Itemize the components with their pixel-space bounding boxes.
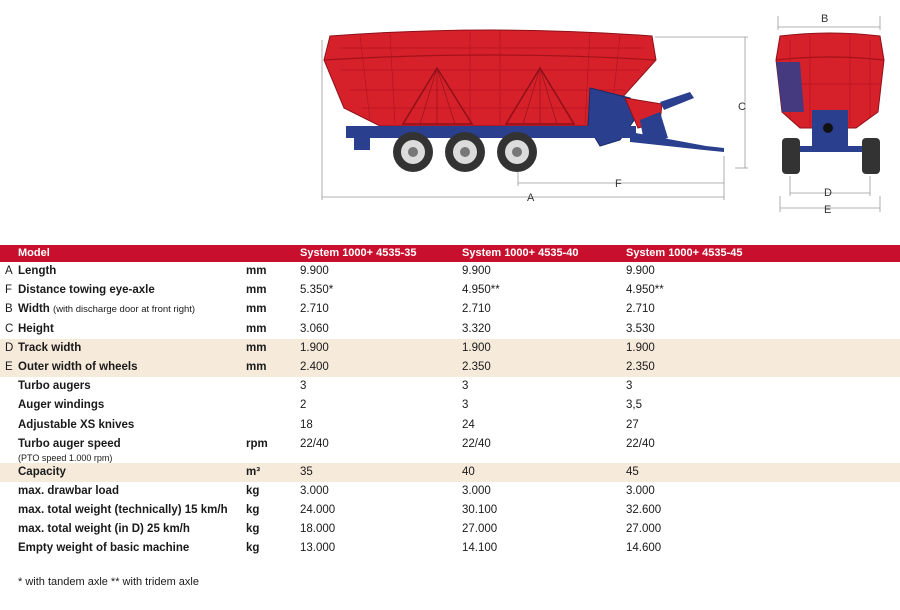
- value-cell: 3: [462, 380, 469, 393]
- dimension-label-b: B: [821, 13, 829, 25]
- table-row: [0, 320, 900, 339]
- row-label: max. drawbar load: [18, 484, 119, 497]
- value-cell: 22/40: [626, 437, 655, 450]
- header-model-45: System 1000+ 4535-45: [626, 245, 900, 262]
- table-row: [0, 435, 900, 463]
- table-row: [0, 501, 900, 520]
- unit-cell: kg: [246, 523, 260, 536]
- dimension-label-c: C: [738, 101, 746, 113]
- value-cell: 3.000: [626, 484, 655, 497]
- value-cell: 24.000: [300, 504, 336, 517]
- dimension-letter: [0, 520, 18, 539]
- table-row: [0, 262, 900, 281]
- row-label-note: (with discharge door at front right): [53, 304, 196, 316]
- header-model-35: System 1000+ 4535-35: [300, 245, 462, 262]
- dimension-letter: [0, 396, 18, 415]
- unit-cell: [246, 396, 300, 415]
- value-cell: 27: [626, 418, 639, 431]
- value-cell: 40: [462, 463, 626, 482]
- row-label: Height: [18, 322, 54, 335]
- value-cell: 5.350*: [300, 284, 334, 297]
- unit-cell: mm: [246, 339, 300, 358]
- value-cell: 2.350: [626, 358, 900, 377]
- value-cell: 2: [300, 399, 307, 412]
- value-cell: 3.060: [300, 322, 329, 335]
- dimension-letter: [0, 416, 18, 435]
- row-label: Turbo auger speed: [18, 437, 121, 450]
- value-cell: 14.100: [462, 542, 498, 555]
- table-row: [0, 339, 900, 358]
- row-label: Width: [18, 303, 50, 316]
- dimension-letter: [0, 463, 18, 482]
- table-row: [0, 396, 900, 415]
- value-cell: 22/40: [300, 437, 329, 450]
- row-label: Outer width of wheels: [18, 360, 138, 373]
- value-cell: 9.900: [462, 265, 491, 277]
- row-label: Capacity: [18, 465, 66, 478]
- unit-cell: kg: [246, 484, 260, 497]
- value-cell: 3: [626, 380, 633, 393]
- value-cell: 27.000: [626, 523, 662, 536]
- dimension-letter: [0, 482, 18, 501]
- value-cell: 3.000: [300, 484, 329, 497]
- table-row: [0, 281, 900, 300]
- unit-cell: kg: [246, 504, 260, 517]
- value-cell: 3.320: [462, 322, 491, 335]
- unit-cell: mm: [246, 265, 267, 277]
- dimension-letter: B: [5, 303, 13, 316]
- value-cell: 3: [462, 399, 469, 412]
- unit-cell: [246, 416, 300, 435]
- unit-cell: [246, 377, 300, 396]
- dimension-letter: [0, 501, 18, 520]
- dimension-letter: [0, 435, 18, 463]
- unit-cell: kg: [246, 542, 260, 555]
- table-row: [0, 416, 900, 435]
- value-cell: 3.530: [626, 322, 655, 335]
- dimension-label-a: A: [527, 192, 535, 204]
- value-cell: 9.900: [626, 265, 655, 277]
- unit-cell: mm: [246, 303, 267, 316]
- row-label: Length: [18, 265, 57, 277]
- dimension-letter: [0, 539, 18, 558]
- dimension-label-e: E: [824, 204, 832, 216]
- value-cell: 1.900: [462, 339, 626, 358]
- row-label: Empty weight of basic machine: [18, 542, 190, 555]
- dimension-letter: F: [5, 284, 13, 297]
- table-row: [0, 300, 900, 319]
- table-row: [0, 520, 900, 539]
- specification-table: [0, 245, 900, 559]
- table-row: [0, 539, 900, 558]
- side-view-drawing: [322, 30, 748, 204]
- value-cell: 2.710: [462, 303, 491, 316]
- dimension-letter: A: [5, 265, 13, 277]
- value-cell: 27.000: [462, 523, 498, 536]
- unit-cell: mm: [246, 358, 300, 377]
- header-model-label: Model: [18, 245, 246, 262]
- table-header-row: [0, 245, 900, 262]
- unit-cell: mm: [246, 322, 267, 335]
- value-cell: 3: [300, 380, 307, 393]
- side-view-wheels: [393, 132, 537, 172]
- dimension-label-d: D: [824, 187, 832, 199]
- unit-cell: mm: [246, 284, 267, 297]
- value-cell: 2.710: [626, 303, 655, 316]
- value-cell: 18.000: [300, 523, 336, 536]
- dimension-letter: [0, 377, 18, 396]
- value-cell: 45: [626, 463, 900, 482]
- row-label: max. total weight (technically) 15 km/h: [18, 504, 228, 517]
- value-cell: 2.400: [300, 358, 462, 377]
- value-cell: 30.100: [462, 504, 498, 517]
- dimension-label-f: F: [615, 178, 622, 190]
- value-cell: 9.900: [300, 265, 329, 277]
- dimension-letter: D: [0, 339, 18, 358]
- rear-view-drawing: [776, 13, 884, 216]
- row-label: max. total weight (in D) 25 km/h: [18, 523, 190, 536]
- value-cell: 14.600: [626, 542, 662, 555]
- value-cell: 24: [462, 418, 475, 431]
- value-cell: 2.350: [462, 358, 626, 377]
- value-cell: 2.710: [300, 303, 329, 316]
- row-label: Auger windings: [18, 399, 105, 412]
- table-row: [0, 482, 900, 501]
- row-label: Distance towing eye-axle: [18, 284, 155, 297]
- machine-drawings: [0, 0, 900, 240]
- value-cell: 4.950**: [462, 284, 500, 297]
- table-row: [0, 358, 900, 377]
- header-model-40: System 1000+ 4535-40: [462, 245, 626, 262]
- value-cell: 4.950**: [626, 284, 664, 297]
- value-cell: 1.900: [300, 339, 462, 358]
- dimension-letter: C: [5, 322, 14, 335]
- table-row: [0, 463, 900, 482]
- dimension-letter: E: [0, 358, 18, 377]
- value-cell: 22/40: [462, 437, 491, 450]
- value-cell: 32.600: [626, 504, 662, 517]
- value-cell: 3.000: [462, 484, 491, 497]
- value-cell: 3,5: [626, 399, 642, 412]
- row-label: Adjustable XS knives: [18, 418, 135, 431]
- value-cell: 35: [300, 463, 462, 482]
- footnote: * with tandem axle ** with tridem axle: [18, 576, 199, 588]
- row-label: Track width: [18, 341, 82, 354]
- unit-cell: m³: [246, 463, 300, 482]
- unit-cell: rpm: [246, 437, 268, 450]
- row-label: Turbo augers: [18, 380, 91, 393]
- table-row: [0, 377, 900, 396]
- value-cell: 1.900: [626, 339, 900, 358]
- value-cell: 18: [300, 418, 313, 431]
- value-cell: 13.000: [300, 542, 336, 555]
- row-label-subline: (PTO speed 1.000 rpm): [18, 452, 113, 463]
